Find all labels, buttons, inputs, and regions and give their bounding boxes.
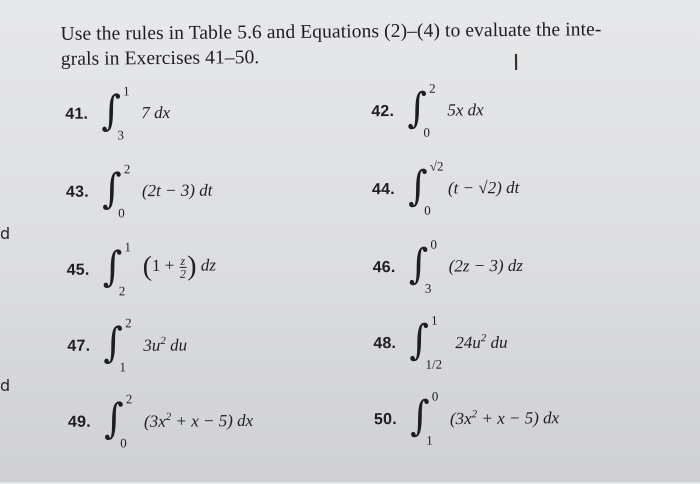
integral-sign: ∫ [409,315,430,364]
lower-limit: 3 [117,127,125,143]
exercise-number: 47. [67,337,91,355]
exercise-47 [67,315,188,382]
text-cursor-icon: I [512,50,520,76]
definite-integral [101,83,171,150]
exercise-number: 46. [372,258,396,277]
integral-sign: ∫ [101,164,122,213]
exercise-41 [65,83,171,150]
integrand-base: 24u [455,332,481,353]
integrand-exponent: 2 [471,408,478,421]
integral-sign: ∫ [103,318,124,367]
upper-limit: 1 [431,312,438,328]
integral-sign: ∫ [407,83,428,132]
integral-sign: ∫ [408,239,429,288]
upper-limit: 2 [123,161,131,177]
exercise-48 [373,312,508,379]
upper-limit: 1 [124,239,132,255]
integrand-exponent: 2 [165,410,172,424]
exercise-number: 48. [373,334,397,353]
exercise-number: 45. [66,261,90,279]
upper-limit: 2 [429,80,436,96]
integrand [450,408,559,430]
definite-integral [408,236,524,303]
upper-limit: √2 [429,158,444,174]
integrand-tail: du [486,332,508,352]
integrand: (t − √2) dt [447,177,520,198]
fraction-numerator: z [180,253,186,268]
lower-limit: 0 [118,205,125,221]
lower-limit: 1 [119,359,127,375]
integrand [144,410,253,432]
lower-limit: 1/2 [425,356,443,372]
integrand-tail: du [165,335,188,355]
definite-integral [103,391,254,458]
integral-sign: ∫ [407,161,428,210]
lower-limit: 0 [423,124,431,140]
exercise-43 [65,161,213,228]
upper-limit: 0 [430,236,438,252]
exercise-number: 43. [65,183,89,201]
integrand: 7 dx [141,102,171,123]
definite-integral [409,312,508,379]
upper-limit: 1 [123,83,130,99]
exercise-46 [372,236,524,303]
integrand-tail: + x − 5) dx [171,410,254,431]
exercise-number: 49. [67,413,91,431]
upper-limit: 0 [431,388,439,404]
exercise-45 [66,239,217,306]
exercise-number: 41. [65,105,89,123]
integrand-tail: + x − 5) dx [477,408,560,428]
fraction [179,254,186,279]
page-edge-mark: d [0,376,11,395]
integrand-prefix: 1 + [151,255,175,276]
lower-limit: 1 [426,432,433,448]
integral-sign: ∫ [101,86,122,135]
upper-limit: 2 [125,315,132,331]
exercise-number: 50. [373,410,397,429]
lower-limit: 2 [118,283,126,299]
integrand [455,332,507,353]
integrand [143,335,187,356]
lower-limit: 3 [424,280,432,296]
instructions-line-2: grals in Exercises 41–50. [60,47,260,70]
integrand: 5x dx [447,100,484,120]
integral-sign: ∫ [409,391,430,440]
exercise-42 [371,80,484,147]
exercise-50 [373,388,560,455]
right-paren: ) [187,250,197,282]
integrand [142,250,217,283]
exercise-44 [371,158,520,225]
instructions-paragraph [61,16,691,71]
instructions-line-1: Use the rules in Table 5.6 and Equations (2)–(4) to evaluate the inte- [60,19,602,45]
page-edge-mark: d [0,224,11,243]
integrand-suffix: dz [200,255,217,275]
exercise-number: 42. [371,103,395,121]
lower-limit: 0 [424,202,431,218]
definite-integral [101,161,213,228]
integrand-exponent: 2 [160,335,166,348]
integrand: (2z − 3) dz [448,255,524,276]
definite-integral [409,388,560,455]
upper-limit: 2 [125,391,133,407]
fraction-denominator: 2 [179,266,187,281]
definite-integral [407,158,520,225]
integrand-base: (3x [143,411,166,431]
left-paren: ( [142,251,153,283]
exercise-49 [67,391,254,458]
integrand-base: (3x [449,408,472,429]
definite-integral [102,239,217,306]
integrand-base: 3u [143,335,161,355]
integral-sign: ∫ [103,394,124,443]
definite-integral [103,315,188,382]
lower-limit: 0 [120,435,127,451]
integral-sign: ∫ [102,242,123,291]
definite-integral [407,80,484,147]
integrand-exponent: 2 [480,332,487,345]
integrand: (2t − 3) dt [141,180,213,201]
exercise-number: 44. [371,180,395,199]
